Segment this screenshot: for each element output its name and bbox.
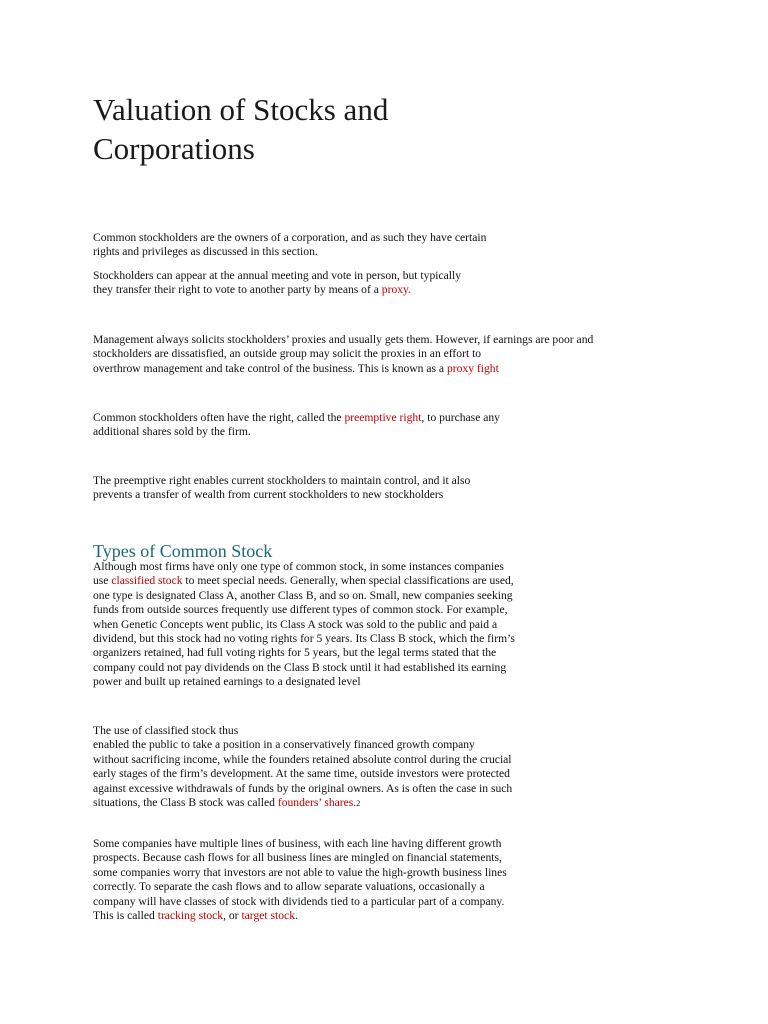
paragraph-line: company will have classes of stock with dividends tied to a particular part of a company.	[93, 894, 505, 908]
paragraph-text: use	[93, 574, 112, 588]
paragraph-preemptive	[93, 411, 500, 440]
paragraph-control	[93, 474, 470, 503]
paragraph-line	[93, 574, 515, 588]
paragraph-line: some companies worry that investors are not able to value the high-growth business lines	[93, 865, 507, 879]
paragraph-line: when Genetic Concepts went public, its Class A stock was sold to the public and paid a	[93, 617, 498, 631]
paragraph-line	[93, 362, 593, 376]
paragraph-line: enabled the public to take a position in a conservatively financed growth company	[93, 738, 475, 752]
paragraph-text: Common stockholders often have the right, called the	[93, 411, 345, 424]
paragraph-line: prevents a transfer of wealth from current stockholders to new stockholders	[93, 488, 444, 502]
paragraph-line: early stages of the firm’s development. At the same time, outside investors were protected	[93, 767, 510, 781]
term-classified-stock: classified stock	[111, 574, 183, 588]
paragraph-proxy-fight	[93, 333, 593, 376]
paragraph-owners	[93, 231, 486, 260]
paragraph-proxy	[93, 269, 461, 298]
paragraph-text: This is called	[93, 909, 158, 923]
paragraph-line	[93, 411, 500, 425]
paragraph-line: rights and privileges as discussed in this section.	[93, 245, 318, 259]
term-founders-shares: founders’ shares.	[277, 796, 357, 810]
document-title	[93, 90, 388, 168]
paragraph-line: Common stockholders are the owners of a corporation, and as such they have certain	[93, 231, 487, 244]
paragraph-line: stockholders are dissatisfied, an outside group may solicit the proxies in an effort to	[93, 347, 482, 361]
paragraph-line: Management always solicits stockholders’ proxies and usually gets them. However, if earnings are poor and	[93, 333, 594, 346]
term-tracking-stock: tracking stock	[157, 909, 224, 923]
paragraph-line: The use of classified stock thus	[93, 724, 239, 737]
paragraph-text: .	[295, 909, 298, 923]
paragraph-line: The preemptive right enables current stockholders to maintain control, and it also	[93, 474, 471, 487]
paragraph-line: one type is designated Class A, another Class B, and so on. Small, new companies seeking	[93, 588, 513, 602]
paragraph-tracking-stock	[93, 837, 507, 923]
paragraph-line	[93, 909, 507, 923]
title-line: Corporations	[93, 131, 255, 166]
section-heading: Types of Common Stock	[93, 541, 273, 561]
paragraph-line: Although most firms have only one type of common stock, in some instances companies	[93, 560, 504, 573]
paragraph-text: to meet special needs. Generally, when special classifications are used,	[182, 574, 514, 588]
paragraph-line	[93, 796, 512, 811]
term-proxy-fight: proxy fight	[446, 361, 499, 375]
paragraph-text: .	[408, 283, 411, 297]
term-target-stock: target stock	[241, 909, 295, 923]
paragraph-line: funds from outside sources frequently use different types of common stock. For example,	[93, 603, 508, 617]
paragraph-founders-shares	[93, 724, 512, 811]
paragraph-line: prospects. Because cash flows for all business lines are mingled on financial statements,	[93, 851, 502, 865]
paragraph-text: overthrow management and take control of the business. This is known as a	[93, 361, 447, 375]
paragraph-text: , or	[223, 909, 242, 923]
paragraph-line: correctly. To separate the cash flows and to allow separate valuations, occasionally a	[93, 880, 485, 894]
paragraph-line: Stockholders can appear at the annual meeting and vote in person, but typically	[93, 269, 461, 282]
paragraph-text: , to purchase any	[421, 411, 500, 424]
paragraph-line: company could not pay dividends on the Class B stock until it had established its earning	[93, 660, 507, 674]
paragraph-line: without sacrificing income, while the founders retained absolute control during the crucial	[93, 752, 512, 766]
term-proxy: proxy	[381, 283, 409, 297]
paragraph-line: organizers retained, had full voting rights for 5 years, but the legal terms stated that the	[93, 646, 497, 660]
paragraph-line: dividend, but this stock had no voting rights for 5 years. Its Class B stock, which the firm’s	[93, 632, 515, 646]
term-preemptive-right: preemptive right	[344, 411, 422, 424]
paragraph-line: power and built up retained earnings to a designated level	[93, 675, 361, 689]
paragraph-line	[93, 283, 461, 297]
footnote-marker: 2	[356, 799, 361, 809]
paragraph-line: against excessive withdrawals of funds by the original owners. As is often the case in such	[93, 781, 513, 795]
paragraph-line: Some companies have multiple lines of business, with each line having different growth	[93, 837, 502, 850]
paragraph-classified-stock	[93, 560, 515, 690]
paragraph-line: additional shares sold by the firm.	[93, 425, 251, 439]
paragraph-text: they transfer their right to vote to another party by means of a	[93, 283, 382, 297]
title-line: Valuation of Stocks and	[93, 92, 389, 127]
paragraph-text: situations, the Class B stock was called	[93, 796, 278, 810]
